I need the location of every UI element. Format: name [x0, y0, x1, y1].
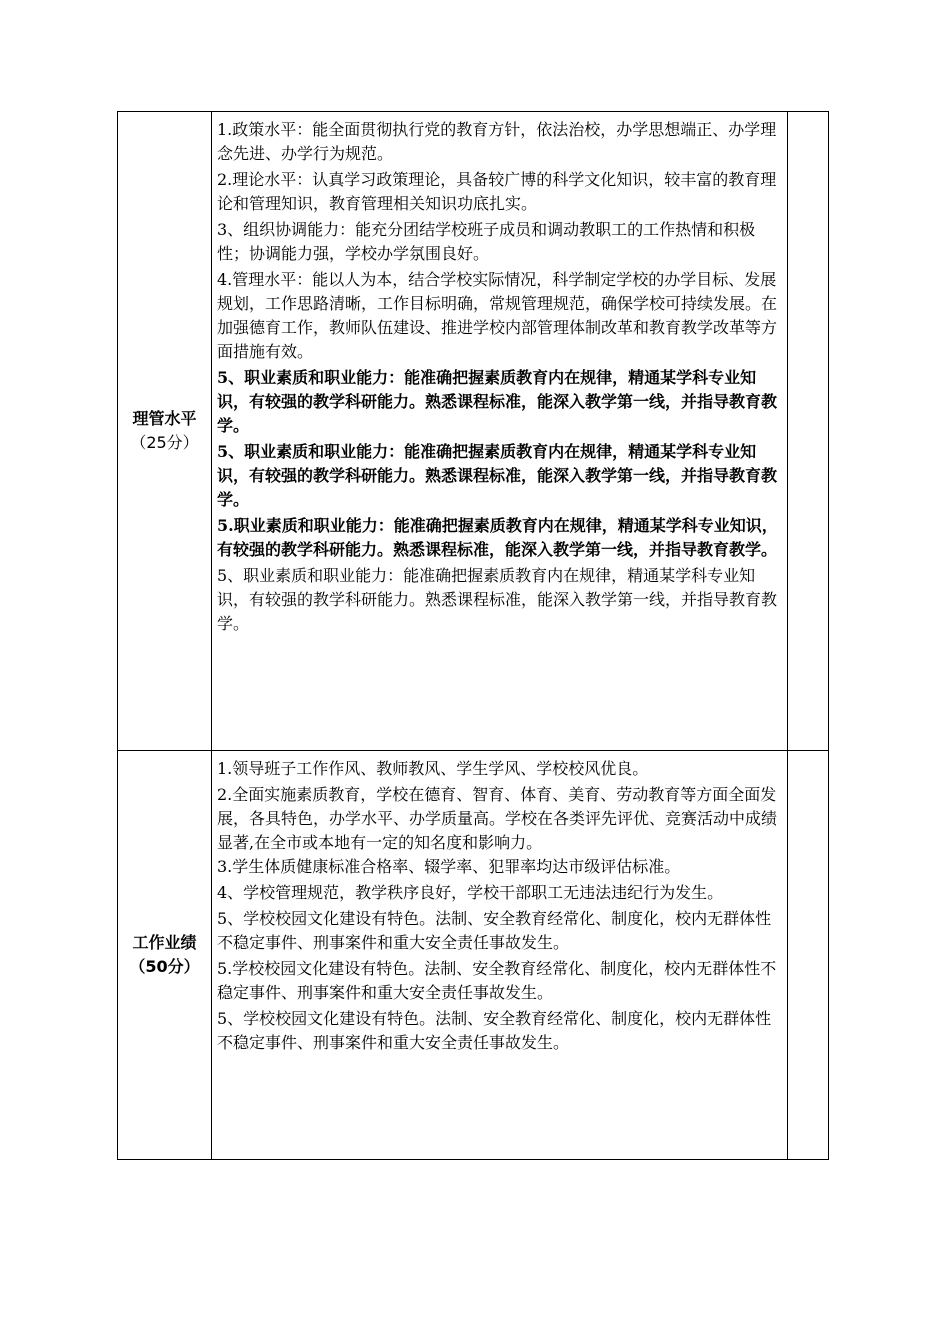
evaluation-table [117, 111, 829, 1160]
table-row-performance [118, 751, 829, 1160]
criteria-item: 5、职业素质和职业能力：能准确把握素质教育内在规律，精通某学科专业知识，有较强的教学科研能力。熟悉课程标准，能深入教学第一线，并指导教育教学。 [217, 442, 778, 509]
criteria-content-cell [212, 112, 788, 751]
score-cell[interactable] [788, 112, 829, 751]
criteria-item: 1.领导班子工作作风、教师教风、学生学风、学校校风优良。 [217, 759, 649, 778]
criteria-item: 2.理论水平：认真学习政策理论，具备较广博的科学文化知识，较丰富的教育理论和管理知识，教育管理相关知识功底扎实。 [217, 170, 777, 213]
score-cell[interactable] [788, 751, 829, 1160]
criteria-content-cell [212, 751, 788, 1160]
criteria-title: 工作业绩 [132, 933, 197, 952]
criteria-item: 5、职业素质和职业能力：能准确把握素质教育内在规律，精通某学科专业知识，有较强的教学科研能力。熟悉课程标准，能深入教学第一线，并指导教育教学。 [217, 368, 778, 435]
criteria-title: 理管水平 [132, 409, 197, 428]
criteria-score: （25分） [130, 433, 199, 452]
criteria-label-cell [118, 751, 212, 1160]
criteria-item: 5.职业素质和职业能力：能准确把握素质教育内在规律，精通某学科专业知识，有较强的教学科研能力。熟悉课程标准，能深入教学第一线，并指导教育教学。 [217, 516, 778, 559]
criteria-item: 5、学校校园文化建设有特色。法制、安全教育经常化、制度化，校内无群体性不稳定事件、刑事案件和重大安全责任事故发生。 [217, 1009, 772, 1052]
criteria-label-cell [118, 112, 212, 751]
criteria-score: （50分） [129, 957, 200, 976]
criteria-item: 1.政策水平：能全面贯彻执行党的教育方针，依法治校，办学思想端正、办学理念先进、办学行为规范。 [217, 120, 777, 163]
criteria-item: 3.学生体质健康标准合格率、辍学率、犯罪率均达市级评估标准。 [217, 857, 681, 876]
criteria-item: 5、学校校园文化建设有特色。法制、安全教育经常化、制度化，校内无群体性不稳定事件、刑事案件和重大安全责任事故发生。 [217, 909, 772, 952]
criteria-item: 4、学校管理规范，教学秩序良好，学校干部职工无违法违纪行为发生。 [217, 883, 724, 902]
table-row-management [118, 112, 829, 751]
criteria-item: 5.学校校园文化建设有特色。法制、安全教育经常化、制度化，校内无群体性不稳定事件、刑事案件和重大安全责任事故发生。 [217, 959, 777, 1002]
criteria-item: 2.全面实施素质教育，学校在德育、智育、体育、美育、劳动教育等方面全面发展，各具特色，办学水平、办学质量高。学校在各类评先评优、竞赛活动中成绩显著,在全市或本地有一定的知名度和影响力。 [217, 785, 778, 852]
criteria-item: 3、组织协调能力：能充分团结学校班子成员和调动教职工的工作热情和积极性；协调能力强，学校办学氛围良好。 [217, 220, 756, 263]
criteria-item: 5、职业素质和职业能力：能准确把握素质教育内在规律，精通某学科专业知识，有较强的教学科研能力。熟悉课程标准，能深入教学第一线，并指导教育教学。 [217, 566, 778, 633]
criteria-item: 4.管理水平：能以人为本，结合学校实际情况，科学制定学校的办学目标、发展规划，工作思路清晰，工作目标明确，常规管理规范，确保学校可持续发展。在加强德育工作，教师队伍建设、推进学校内部管理体制改革和教育教学改革等方面措施有效。 [217, 270, 778, 361]
